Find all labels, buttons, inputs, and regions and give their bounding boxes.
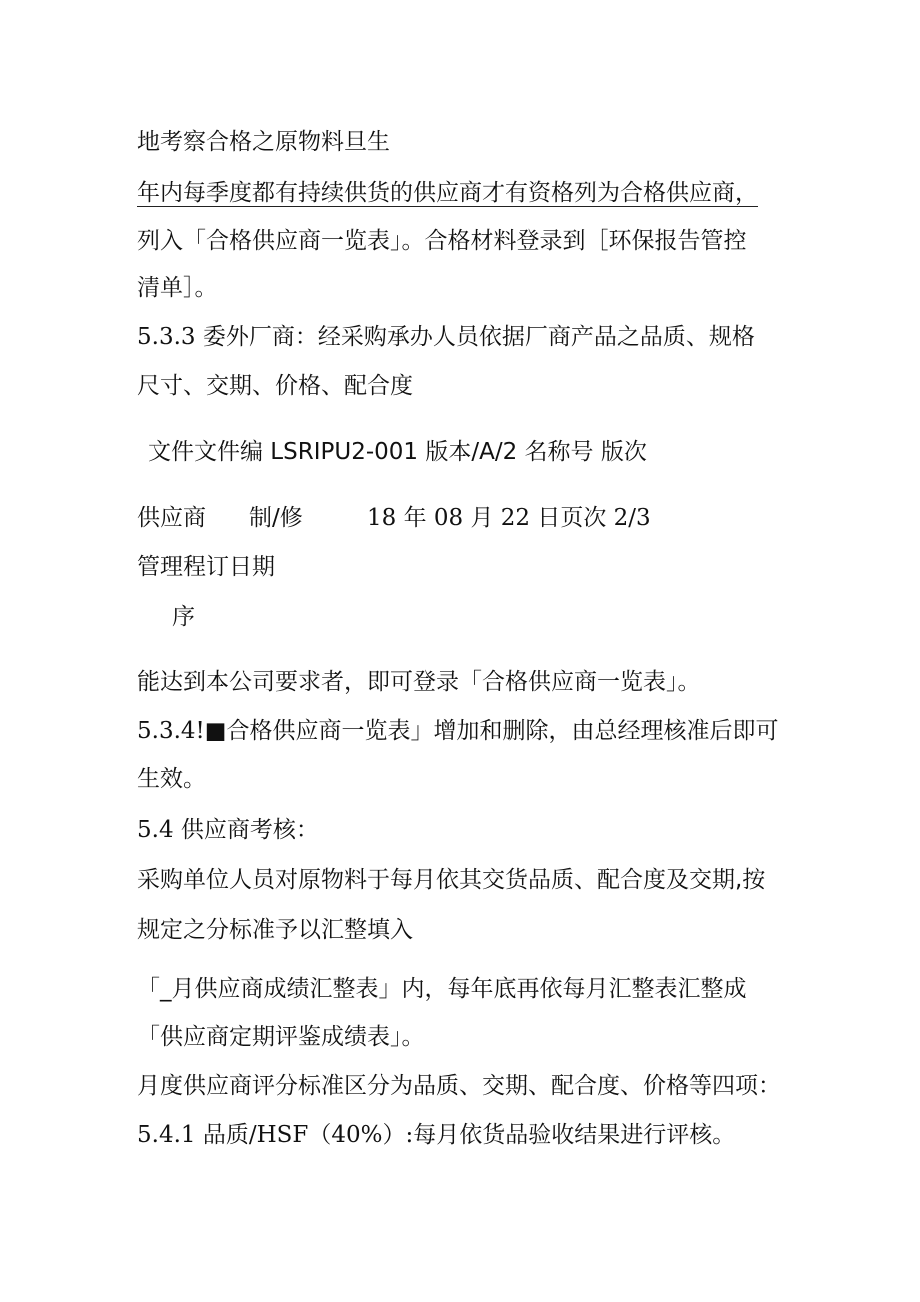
text-line: 规定之分标准予以汇整填入 bbox=[137, 917, 413, 943]
text-line: 5.3.4!■合格供应商一览表」增加和删除，由总经理核准后即可 bbox=[137, 718, 779, 744]
text-line: 尺寸、交期、价格、配合度 bbox=[137, 373, 413, 399]
text-line: 5.4.1 品质/HSF（40%）:每月依货品验收结果进行评核。 bbox=[137, 1122, 736, 1148]
text-line: 5.3.3 委外厂商：经采购承办人员依据厂商产品之品质、规格 bbox=[137, 324, 755, 350]
header-supplier-label: 供应商 bbox=[137, 505, 206, 531]
text-line: 月度供应商评分标准区分为品质、交期、配合度、价格等四项： bbox=[137, 1073, 781, 1099]
document-header-row: 文件文件编 LSRIPU2-001 版本/A/2 名称号 版次 bbox=[148, 439, 647, 465]
text-line: 列入「合格供应商一览表」。合格材料登录到［环保报告管控 bbox=[137, 228, 747, 254]
header-procedure-label: 管理程订日期 bbox=[137, 554, 275, 580]
text-line: 生效。 bbox=[137, 766, 206, 792]
text-line: 「_月供应商成绩汇整表」内，每年底再依每月汇整表汇整成 bbox=[137, 976, 747, 1002]
underlined-text: 年内每季度都有持续供货的供应商才有资格列为合格供应商， bbox=[137, 180, 758, 206]
text-line: 地考察合格之原物料旦生 bbox=[137, 129, 390, 155]
text-line: 采购单位人员对原物料于每月依其交货品质、配合度及交期,按 bbox=[137, 867, 766, 893]
text-line-underlined bbox=[137, 178, 758, 208]
text-line: 能达到本公司要求者，即可登录「合格供应商一览表」。 bbox=[137, 669, 701, 695]
text-line: 「供应商定期评鉴成绩表」。 bbox=[137, 1024, 425, 1050]
header-seq-label: 序 bbox=[172, 604, 195, 630]
header-revise-label: 制/修 bbox=[249, 505, 303, 531]
text-line: 清单］。 bbox=[137, 275, 218, 301]
text-line: 5.4 供应商考核： bbox=[137, 817, 319, 843]
header-date-page: 18 年 08 月 22 日页次 2/3 bbox=[367, 505, 651, 531]
